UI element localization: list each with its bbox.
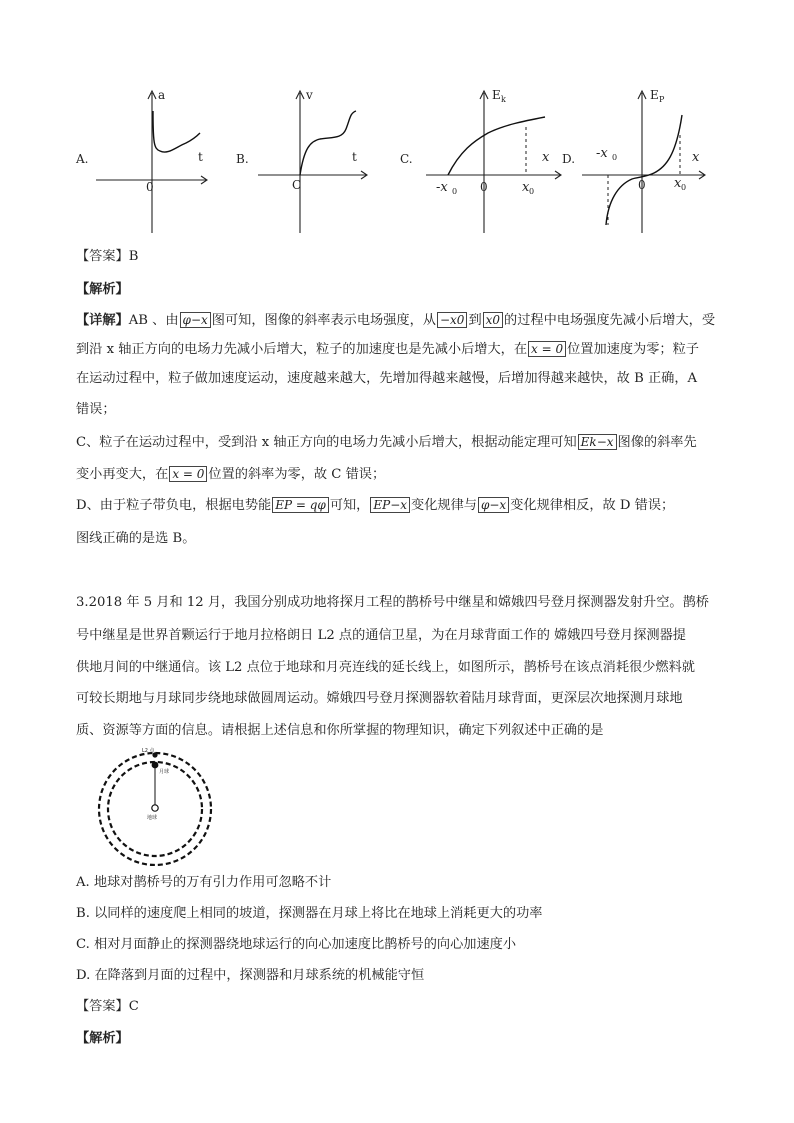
graph-d bbox=[562, 85, 712, 235]
graph-c-pos-x0: x bbox=[522, 180, 530, 195]
q3-para-5: 质、资源等方面的信息。请根据上述信息和你所掌握的物理知识，确定下列叙述中正确的是 bbox=[76, 723, 604, 738]
graph-b-ylabel: v bbox=[306, 88, 313, 102]
formula-phi-x: φ−x bbox=[180, 312, 211, 328]
graph-c-xlabel: x bbox=[542, 150, 550, 165]
q3-para-3: 供地月间的中继通信。该 L2 点位于地球和月亮连线的延长线上，如图所示，鹊桥号在该点消耗很少燃料就 bbox=[76, 660, 695, 675]
graph-b-curve bbox=[300, 111, 356, 175]
formula-ep-qphi: EP = qφ bbox=[272, 497, 329, 513]
q3-analysis-heading: 【解析】 bbox=[76, 1031, 129, 1046]
graph-d-neg-x0-sub: 0 bbox=[612, 153, 618, 162]
graph-d-option: D. bbox=[562, 152, 576, 166]
earth-dot bbox=[152, 805, 158, 811]
q3-option-a: A. 地球对鹊桥号的万有引力作用可忽略不计 bbox=[76, 875, 332, 890]
graph-c-neg-x0: -x bbox=[436, 180, 448, 195]
detail-line-5: C、粒子在运动过程中，受到沿 x 轴正方向的电场力先减小后增大，根据动能定理可知 Ek−x 图像的斜率先 bbox=[76, 435, 697, 450]
q3-option-c: C. 相对月面静止的探测器绕地球运行的向心加速度比鹊桥号的向心加速度小 bbox=[76, 937, 517, 952]
orbit-figure bbox=[96, 746, 216, 870]
graph-b-xlabel: t bbox=[352, 150, 357, 164]
graph-a-ylabel: a bbox=[158, 88, 166, 102]
graph-d-curve bbox=[606, 115, 682, 225]
detail-line-6: 变小再变大，在 x = 0 位置的斜率为零，故 C 错误； bbox=[76, 467, 386, 482]
graph-b-origin: C bbox=[292, 178, 302, 192]
graph-c-option: C. bbox=[400, 152, 413, 166]
formula-neg-x0: −x0 bbox=[437, 312, 467, 328]
graph-a-origin: 0 bbox=[146, 180, 154, 194]
formula-phi-x-b: φ−x bbox=[478, 497, 509, 513]
graph-c-neg-x0-sub: 0 bbox=[452, 187, 458, 196]
analysis-1-heading: 【解析】 bbox=[76, 282, 129, 297]
graph-d-pos-x0: x bbox=[674, 176, 682, 191]
graph-b bbox=[236, 85, 376, 235]
detail-line-4: 错误； bbox=[76, 402, 116, 417]
answer-1: 【答案】B bbox=[76, 249, 139, 264]
l2-label: L2 点 bbox=[142, 748, 155, 754]
graph-c-ylabel-sub: k bbox=[501, 95, 506, 104]
q3-option-d: D. 在降落到月面的过程中，探测器和月球系统的机械能守恒 bbox=[76, 968, 425, 983]
detail-line-3: 在运动过程中，粒子做加速度运动，速度越来越大，先增加得越来越慢，后增加得越来越快，故 B 正确，A bbox=[76, 371, 698, 386]
formula-x0: x0 bbox=[483, 312, 503, 328]
graph-d-origin: 0 bbox=[638, 178, 646, 192]
detail-line-2: 到沿 x 轴正方向的电场力先减小后增大，粒子的加速度也是先减小后增大，在 x = 0 位置加速度为零；粒子 bbox=[76, 342, 699, 357]
formula-ep-x: EP−x bbox=[370, 497, 410, 513]
graph-d-xlabel: x bbox=[692, 150, 700, 165]
graph-d-neg-x0: -x bbox=[596, 146, 608, 161]
formula-ek-x: Ek−x bbox=[578, 434, 617, 450]
graph-a bbox=[76, 85, 216, 235]
graph-d-pos-x0-sub: 0 bbox=[681, 183, 687, 192]
q3-option-b: B. 以同样的速度爬上相同的坡道，探测器在月球上将比在地球上消耗更大的功率 bbox=[76, 906, 543, 921]
detail-line-8: 图线正确的是选 B。 bbox=[76, 531, 196, 546]
formula-x-eq-0: x = 0 bbox=[528, 341, 566, 357]
graph-d-ylabel-sub: P bbox=[659, 95, 665, 104]
q3-para-4: 可较长期地与月球同步绕地球做圆周运动。嫦娥四号登月探测器软着陆月球背面，更深层次地探测月球地 bbox=[76, 691, 683, 706]
detail-line-7: D、由于粒子带负电，根据电势能 EP = qφ 可知， EP−x 变化规律与 φ−x 变化规律相反，故 D 错误； bbox=[76, 498, 675, 513]
moon-dot bbox=[152, 762, 159, 769]
detail-line-1: 【详解】AB 、由 φ−x 图可知，图像的斜率表示电场强度，从 −x0 到 x0 的过程中电场强度先减小后增大，受 bbox=[76, 313, 716, 328]
graph-c-pos-x0-sub: 0 bbox=[529, 187, 535, 196]
q3-para-1: 3.2018 年 5 月和 12 月，我国分别成功地将探月工程的鹊桥号中继星和嫦娥四号登月探测器发射升空。鹊桥 bbox=[76, 595, 709, 610]
graph-b-option: B. bbox=[236, 152, 249, 166]
graph-a-curve bbox=[153, 111, 200, 152]
detail-tag: 【详解】 bbox=[76, 313, 129, 328]
graph-d-ylabel: E bbox=[650, 88, 659, 102]
graph-c-curve bbox=[448, 117, 545, 175]
graph-c-origin: 0 bbox=[480, 180, 488, 194]
graph-a-xlabel: t bbox=[198, 150, 203, 164]
graph-c bbox=[400, 85, 565, 235]
q3-answer: 【答案】C bbox=[76, 999, 139, 1014]
q3-para-2: 号中继星是世界首颗运行于地月拉格朗日 L2 点的通信卫星，为在月球背面工作的 嫦娥四号登月探测器提 bbox=[76, 628, 686, 643]
graph-a-option: A. bbox=[76, 152, 89, 166]
earth-label: 地球 bbox=[147, 815, 158, 821]
formula-x-eq-0-b: x = 0 bbox=[169, 466, 207, 482]
graph-c-ylabel: E bbox=[492, 88, 501, 102]
moon-label: 月球 bbox=[159, 769, 170, 775]
